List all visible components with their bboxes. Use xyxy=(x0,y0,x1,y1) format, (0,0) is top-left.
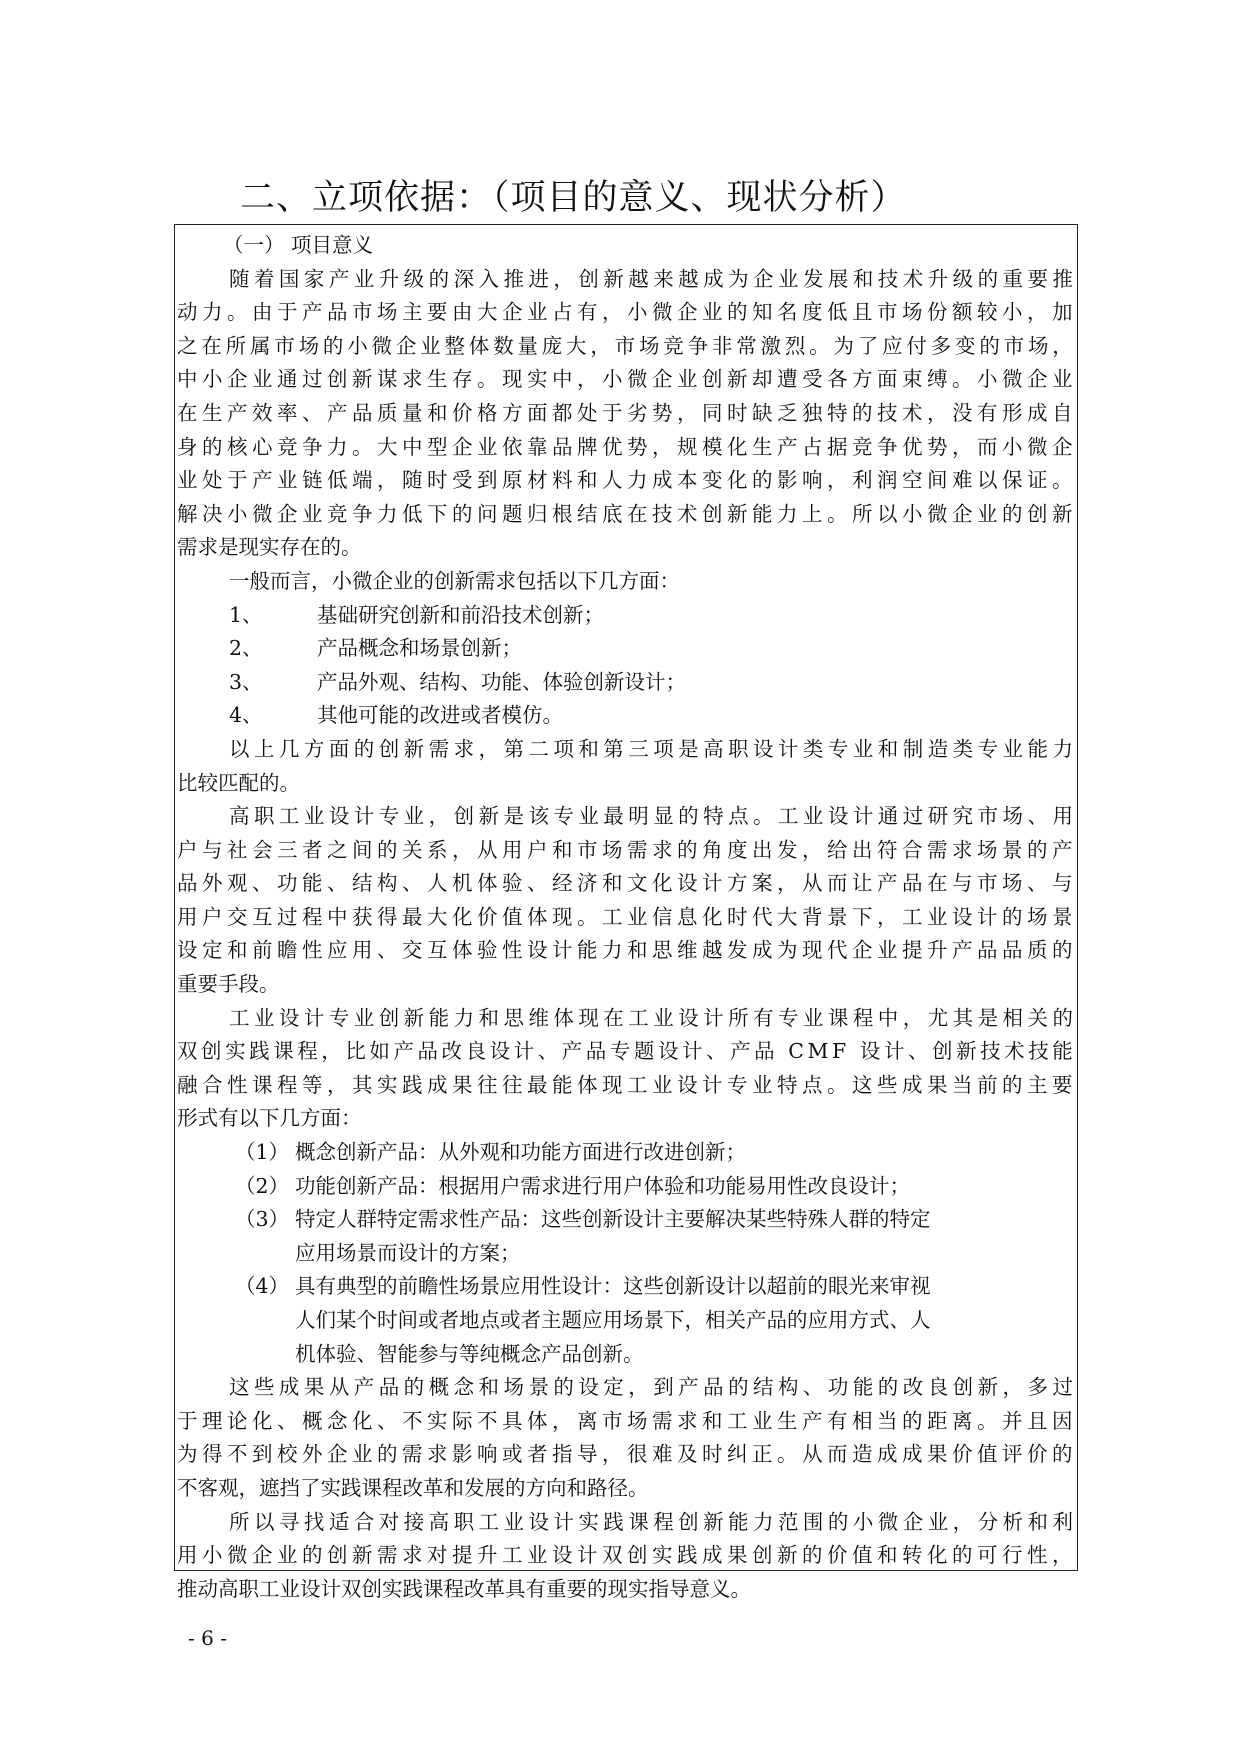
paragraph-line: 双 创 实 践 课 程 ， 比 如 产 品 改 良 设 计 、 产 品 专 题 设 计 、 产 品 C M F 设 计 、 创 新 技 术 技 能 xyxy=(177,1039,1073,1064)
section-heading: 二、立项依据：（项目的意义、现状分析） xyxy=(240,178,907,218)
paragraph-line: 以 上 几 方 面 的 创 新 需 求 ， 第 二 项 和 第 三 项 是 高 职 设 计 类 专 业 和 制 造 类 专 业 能 力 xyxy=(229,736,1073,761)
content-box xyxy=(174,224,1078,1601)
paragraph-line: 用 户 交 互 过 程 中 获 得 最 大 化 价 值 体 现 。 工 业 信 息 化 时 代 大 背 景 下 ， 工 业 设 计 的 场 景 xyxy=(177,904,1073,929)
paragraph-line: 中 小 企 业 通 过 创 新 谋 求 生 存 。 现 实 中 ， 小 微 企 业 创 新 却 遭 受 各 方 面 束 缚 。 小 微 企 业 xyxy=(177,367,1073,392)
list-text-continuation: 机体验、智能参与等纯概念产品创新。 xyxy=(295,1341,644,1366)
list-number: 2、 xyxy=(229,636,263,661)
page-number: - 6 - xyxy=(188,1626,227,1650)
list-number: （3） xyxy=(235,1207,290,1232)
list-text: 功能创新产品：根据用户需求进行用户体验和功能易用性改良设计； xyxy=(295,1173,910,1198)
paragraph-line: 一般而言，小微企业的创新需求包括以下几方面： xyxy=(229,568,680,593)
list-text: 基础研究创新和前沿技术创新； xyxy=(317,602,604,627)
list-item xyxy=(177,1170,1073,1204)
paragraph-line: 重要手段。 xyxy=(177,972,280,997)
list-text-continuation: 应用场景而设计的方案； xyxy=(295,1240,521,1265)
list-text: 产品外观、结构、功能、体验创新设计； xyxy=(317,669,686,694)
list-text: 具有典型的前瞻性场景应用性设计：这些创新设计以超前的眼光来审视 xyxy=(295,1274,931,1299)
paragraph-line: 为 得 不 到 校 外 企 业 的 需 求 影 响 或 者 指 导 ， 很 难 及 时 纠 正 。 从 而 造 成 成 果 价 值 评 价 的 xyxy=(177,1442,1073,1467)
paragraph-line: 比较匹配的。 xyxy=(177,770,300,795)
paragraph-line: 户 与 社 会 三 者 之 间 的 关 系 ， 从 用 户 和 市 场 需 求 的 角 度 出 发 ， 给 出 符 合 需 求 场 景 的 产 xyxy=(177,837,1073,862)
list-text: 概念创新产品：从外观和功能方面进行改进创新； xyxy=(295,1140,746,1165)
list-text: 产品概念和场景创新； xyxy=(317,636,522,661)
paragraph-line: 形式有以下几方面： xyxy=(177,1106,362,1131)
list-item xyxy=(177,599,1073,633)
list-number: 1、 xyxy=(229,602,263,627)
paragraph-line: 于 理 论 化 、 概 念 化 、 不 实 际 不 具 体 ， 离 市 场 需 求 和 工 业 生 产 有 相 当 的 距 离 。 并 且 因 xyxy=(177,1408,1073,1433)
paragraph-line: 需求是现实存在的。 xyxy=(177,535,362,560)
paragraph-line: 这 些 成 果 从 产 品 的 概 念 和 场 景 的 设 定 ， 到 产 品 的 结 构 、 功 能 的 改 良 创 新 ， 多 过 xyxy=(229,1375,1073,1400)
list-item xyxy=(177,1270,1073,1304)
list-number: （2） xyxy=(235,1173,290,1198)
list-number: 4、 xyxy=(229,703,263,728)
paragraph-line: 品 外 观 、 功 能 、 结 构 、 人 机 体 验 、 经 济 和 文 化 设 计 方 案 ， 从 而 让 产 品 在 与 市 场 、 与 xyxy=(177,871,1073,896)
paragraph-line: 在 生 产 效 率 、 产 品 质 量 和 价 格 方 面 都 处 于 劣 势 ， 同 时 缺 乏 独 特 的 技 术 ， 没 有 形 成 自 xyxy=(177,400,1073,425)
paragraph-line: 之 在 所 属 市 场 的 小 微 企 业 整 体 数 量 庞 大 ， 市 场 竞 争 非 常 激 烈 。 为 了 应 付 多 变 的 市 场 ， xyxy=(177,333,1073,358)
list-item xyxy=(177,1203,1073,1237)
list-number: （1） xyxy=(235,1140,290,1165)
paragraph-line: 解 决 小 微 企 业 竞 争 力 低 下 的 问 题 归 根 结 底 在 技 术 创 新 能 力 上 。 所 以 小 微 企 业 的 创 新 xyxy=(177,501,1073,526)
paragraph-line: 业 处 于 产 业 链 低 端 ， 随 时 受 到 原 材 料 和 人 力 成 本 变 化 的 影 响 ， 利 润 空 间 难 以 保 证 。 xyxy=(177,468,1073,493)
paragraph-line: 工 业 设 计 专 业 创 新 能 力 和 思 维 体 现 在 工 业 设 计 所 有 专 业 课 程 中 ， 尤 其 是 相 关 的 xyxy=(229,1005,1073,1030)
list-text-continuation: 人们某个时间或者地点或者主题应用场景下，相关产品的应用方式、人 xyxy=(295,1308,931,1332)
list-number: 3、 xyxy=(229,669,263,694)
paragraph-line: 设 定 和 前 瞻 性 应 用 、 交 互 体 验 性 设 计 能 力 和 思 维 越 发 成 为 现 代 企 业 提 升 产 品 品 质 的 xyxy=(177,938,1073,963)
paragraph-line: 融 合 性 课 程 等 ， 其 实 践 成 果 往 往 最 能 体 现 工 业 设 计 专 业 特 点 。 这 些 成 果 当 前 的 主 要 xyxy=(177,1072,1073,1097)
paragraph-line: 随 着 国 家 产 业 升 级 的 深 入 推 进 ， 创 新 越 来 越 成 为 企 业 发 展 和 技 术 升 级 的 重 要 推 xyxy=(229,266,1073,291)
list-item xyxy=(177,666,1073,700)
paragraph-line: 推动高职工业设计双创实践课程改革具有重要的现实指导意义。 xyxy=(177,1576,751,1601)
list-text: 其他可能的改进或者模仿。 xyxy=(317,703,563,728)
paragraph-line: 不客观，遮挡了实践课程改革和发展的方向和路径。 xyxy=(177,1475,649,1500)
paragraph-line: 所 以 寻 找 适 合 对 接 高 职 工 业 设 计 实 践 课 程 创 新 能 力 范 围 的 小 微 企 业 ， 分 析 和 利 xyxy=(229,1509,1073,1534)
paragraph-line: 身 的 核 心 竞 争 力 。 大 中 型 企 业 依 靠 品 牌 优 势 ， 规 模 化 生 产 占 据 竞 争 优 势 ， 而 小 微 企 xyxy=(177,434,1073,459)
list-item xyxy=(177,1136,1073,1170)
subsection-title: （一） 项目意义 xyxy=(223,233,374,257)
paragraph-line: 动 力 。 由 于 产 品 市 场 主 要 由 大 企 业 占 有 ， 小 微 企 业 的 知 名 度 低 且 市 场 份 额 较 小 ， 加 xyxy=(177,300,1073,325)
list-item xyxy=(177,699,1073,733)
paragraph-line: 高 职 工 业 设 计 专 业 ， 创 新 是 该 专 业 最 明 显 的 特 点 。 工 业 设 计 通 过 研 究 市 场 、 用 xyxy=(229,804,1073,829)
paragraph-line: 用 小 微 企 业 的 创 新 需 求 对 提 升 工 业 设 计 双 创 实 践 成 果 创 新 的 价 值 和 转 化 的 可 行 性 ， xyxy=(177,1543,1073,1568)
list-item xyxy=(177,632,1073,666)
list-text: 特定人群特定需求性产品：这些创新设计主要解决某些特殊人群的特定 xyxy=(295,1207,931,1232)
list-number: （4） xyxy=(235,1274,290,1299)
